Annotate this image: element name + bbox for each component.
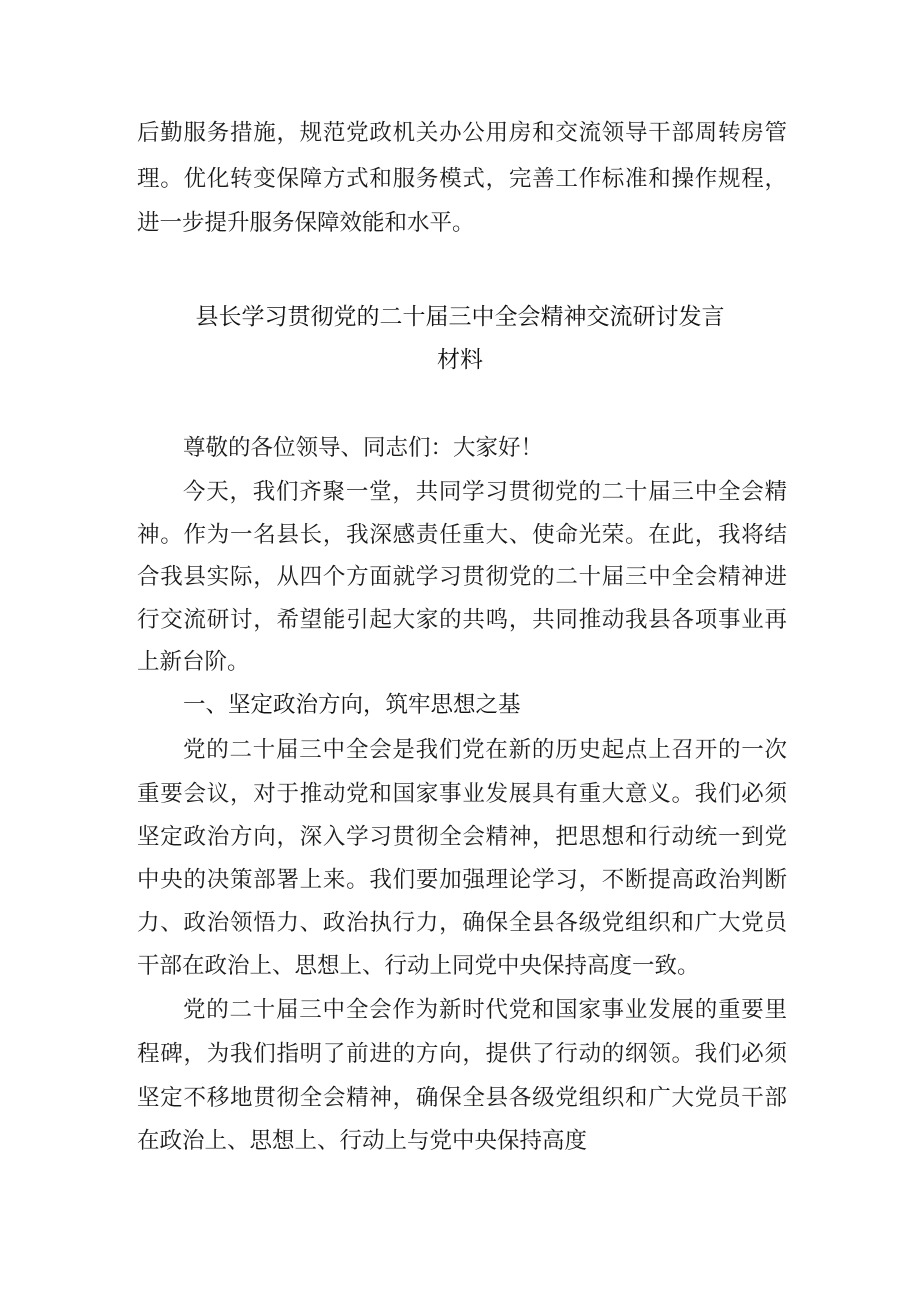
document-title-continued: 材料	[437, 347, 483, 373]
paragraph-line: 合我县实际，从四个方面就学习贯彻党的二十届三中全会精神进	[137, 564, 787, 590]
paragraph-line: 坚定政治方向，深入学习贯彻全会精神，把思想和行动统一到党	[137, 824, 787, 850]
paragraph-line: 在政治上、思想上、行动上与党中央保持高度	[137, 1128, 588, 1154]
paragraph-line: 党的二十届三中全会是我们党在新的历史起点上召开的一次	[183, 737, 787, 763]
greeting: 尊敬的各位领导、同志们：大家好！	[183, 435, 544, 461]
paragraph-line: 程碑，为我们指明了前进的方向，提供了行动的纲领。我们必须	[137, 1041, 787, 1067]
paragraph-line: 行交流研讨，希望能引起大家的共鸣，共同推动我县各项事业再	[137, 607, 787, 633]
paragraph-line: 力、政治领悟力、政治执行力，确保全县各级党组织和广大党员	[137, 910, 787, 936]
paragraph-line: 上新台阶。	[137, 649, 250, 675]
document-title: 县长学习贯彻党的二十届三中全会精神交流研讨发言	[195, 304, 725, 330]
section-heading: 一、坚定政治方向，筑牢思想之基	[183, 692, 521, 718]
paragraph-line: 党的二十届三中全会作为新时代党和国家事业发展的重要里	[183, 997, 787, 1023]
paragraph-line: 重要会议，对于推动党和国家事业发展具有重大意义。我们必须	[137, 781, 787, 807]
intro-line: 后勤服务措施，规范党政机关办公用房和交流领导干部周转房管	[137, 120, 787, 146]
intro-line: 理。优化转变保障方式和服务模式，完善工作标准和操作规程，	[137, 166, 787, 192]
paragraph-line: 神。作为一名县长，我深感责任重大、使命光荣。在此，我将结	[137, 522, 787, 548]
intro-line: 进一步提升服务保障效能和水平。	[137, 210, 475, 236]
paragraph-line: 坚定不移地贯彻全会精神，确保全县各级党组织和广大党员干部	[137, 1085, 787, 1111]
paragraph-line: 中央的决策部署上来。我们要加强理论学习，不断提高政治判断	[137, 867, 787, 893]
paragraph-line: 今天，我们齐聚一堂，共同学习贯彻党的二十届三中全会精	[183, 479, 787, 505]
paragraph-line: 干部在政治上、思想上、行动上同党中央保持高度一致。	[137, 953, 700, 979]
